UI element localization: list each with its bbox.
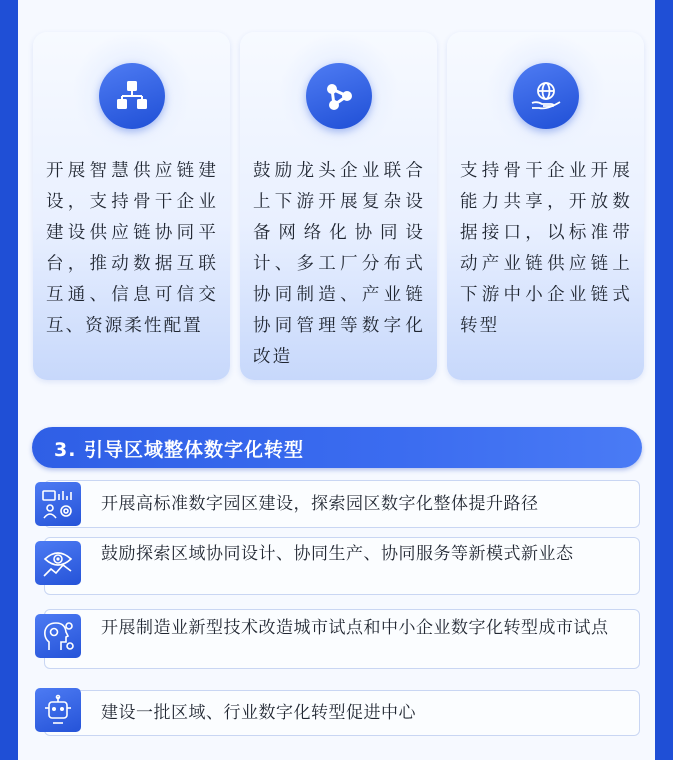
list-item-text: 开展制造业新型技术改造城市试点和中小企业数字化转型成市试点 <box>101 618 609 638</box>
analytics-person-icon <box>35 482 81 526</box>
feature-card-3 <box>447 32 644 380</box>
card-text: 鼓励龙头企业联合上下游开展复杂设备网络化协同设计、多工厂分布式协同制造、产业链协同管理等数字化改造 <box>253 161 425 367</box>
cubes-network-icon <box>99 63 165 129</box>
robot-head-icon <box>35 688 81 732</box>
eye-chart-icon <box>35 541 81 585</box>
card-text: 支持骨干企业开展能力共享，开放数据接口，以标准带动产业链供应链上下游中小企业链式转型 <box>460 161 632 336</box>
list-item-text: 鼓励探索区域协同设计、协同生产、协同服务等新模式新业态 <box>101 544 574 564</box>
list-item-1 <box>44 480 640 528</box>
share-nodes-icon <box>306 63 372 129</box>
list-item-3 <box>44 609 640 669</box>
list-item-2 <box>44 537 640 595</box>
section-title: 3. 引导区域整体数字化转型 <box>54 439 305 461</box>
list-item-text: 开展高标准数字园区建设，探索园区数字化整体提升路径 <box>101 494 539 514</box>
section-header <box>32 427 642 468</box>
card-text: 开展智慧供应链建设，支持骨干企业建设供应链协同平台，推动数据互联互通、信息可信交互、资源柔性配置 <box>46 161 218 336</box>
feature-card-2 <box>240 32 437 380</box>
ai-head-gears-icon <box>35 614 81 658</box>
list-item-text: 建设一批区域、行业数字化转型促进中心 <box>101 703 416 723</box>
globe-hand-icon <box>513 63 579 129</box>
list-item-4 <box>44 690 640 736</box>
feature-card-1 <box>33 32 230 380</box>
